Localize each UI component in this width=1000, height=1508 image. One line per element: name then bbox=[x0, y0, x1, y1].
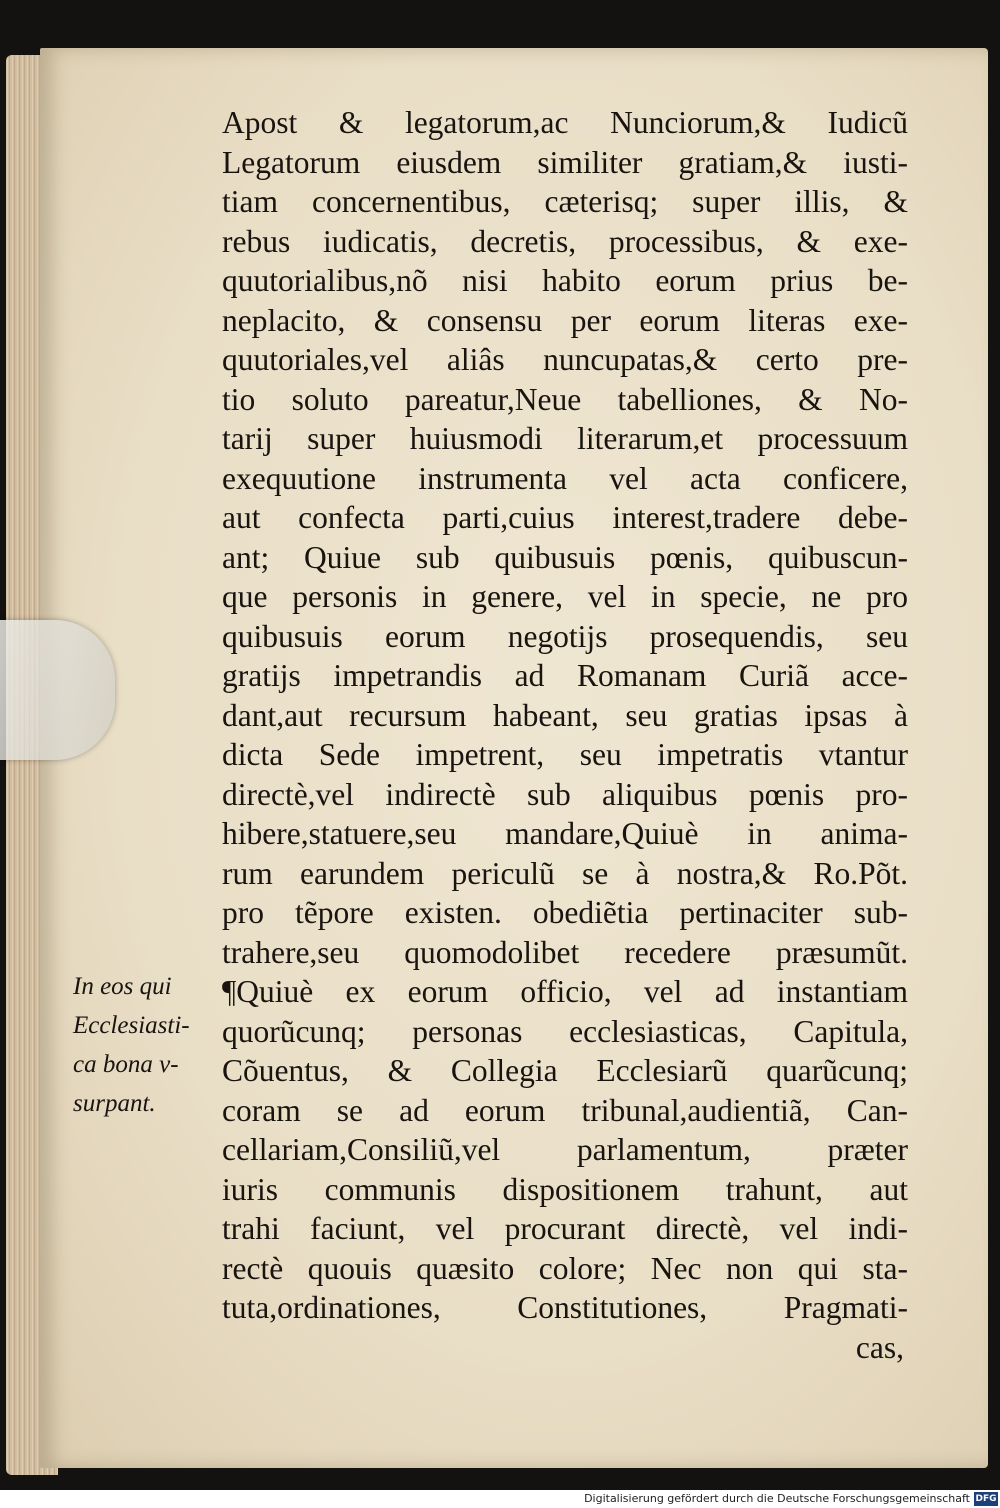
text-line: quutorialibus,nõ nisi habito eorum prius be- bbox=[222, 263, 908, 298]
text-line: que personis in genere, vel in specie, ne pro bbox=[222, 579, 908, 614]
margin-note-line: surpant. bbox=[73, 1090, 156, 1117]
text-line: directè,vel indirectè sub aliquibus pœnis pro- bbox=[222, 776, 908, 812]
text-line: cellariam,Consiliũ,vel parlamentum, præter bbox=[222, 1132, 908, 1167]
text-line: aut confecta parti,cuius interest,tradere debe- bbox=[222, 500, 908, 535]
text-line: rum earundem periculũ se à nostra,& Ro.Põt. bbox=[222, 855, 908, 891]
text-line: coram se ad eorum tribunal,audientiã, Can- bbox=[222, 1092, 908, 1128]
text-line: dant,aut recursum habeant, seu gratias ipsas à bbox=[222, 697, 908, 733]
text-line: tio soluto pareatur,Neue tabelliones, & No- bbox=[222, 381, 908, 417]
text-line: ¶Quiuè ex eorum officio, vel ad instantiam bbox=[222, 974, 908, 1009]
text-line: iuris communis dispositionem trahunt, aut bbox=[222, 1171, 908, 1207]
margin-note-line: Ecclesiasti- bbox=[73, 1012, 190, 1039]
text-line: trahi faciunt, vel procurant directè, vel indi- bbox=[222, 1211, 908, 1246]
dfg-logo: DFG bbox=[975, 1494, 997, 1504]
text-line: trahere,seu quomodolibet recedere præsumũt. bbox=[222, 934, 908, 970]
text-line: quibusuis eorum negotijs prosequendis, seu bbox=[222, 618, 908, 654]
text-line: neplacito, & consensu per eorum literas exe- bbox=[222, 302, 908, 338]
text-line: Apost & legatorum,ac Nunciorum,& Iudicũ bbox=[222, 105, 908, 140]
text-line: hibere,statuere,seu mandare,Quiuè in anima- bbox=[222, 816, 908, 851]
footer-bar bbox=[0, 1490, 1000, 1508]
text-line: tuta,ordinationes, Constitutiones, Pragmati- bbox=[222, 1290, 908, 1325]
text-line: gratijs impetrandis ad Romanam Curiã acce- bbox=[222, 658, 908, 693]
text-line: ant; Quiue sub quibusuis pœnis, quibuscun- bbox=[222, 539, 908, 575]
text-line: quutoriales,vel aliâs nuncupatas,& certo pre- bbox=[222, 342, 908, 377]
text-line: rectè quouis quæsito colore; Nec non qui sta- bbox=[222, 1250, 908, 1286]
funding-credit: Digitalisierung gefördert durch die Deutsche Forschungsgemeinschaft bbox=[584, 1492, 970, 1505]
text-line: tiam concernentibus, cæterisq; super illis, & bbox=[222, 184, 908, 219]
text-line: Cõuentus, & Collegia Ecclesiarũ quarũcunq; bbox=[222, 1053, 908, 1088]
page-clip bbox=[0, 620, 115, 760]
text-line: dicta Sede impetrent, seu impetratis vtantur bbox=[222, 737, 908, 772]
text-line: quorũcunq; personas ecclesiasticas, Capitula, bbox=[222, 1013, 908, 1049]
text-line: rebus iudicatis, decretis, processibus, & exe- bbox=[222, 223, 908, 259]
text-line: exequutione instrumenta vel acta conficere, bbox=[222, 460, 908, 496]
text-line: tarij super huiusmodi literarum,et processuum bbox=[222, 421, 908, 456]
margin-note-line: ca bona v- bbox=[73, 1051, 179, 1078]
text-line: pro tẽpore existen. obediẽtia pertinaciter sub- bbox=[222, 895, 908, 930]
margin-note-line: In eos qui bbox=[73, 973, 172, 1000]
catchword: cas, bbox=[855, 1329, 904, 1365]
body-text bbox=[222, 103, 908, 1367]
margin-note bbox=[73, 967, 223, 1123]
text-line: Legatorum eiusdem similiter gratiam,& iusti- bbox=[222, 144, 908, 180]
